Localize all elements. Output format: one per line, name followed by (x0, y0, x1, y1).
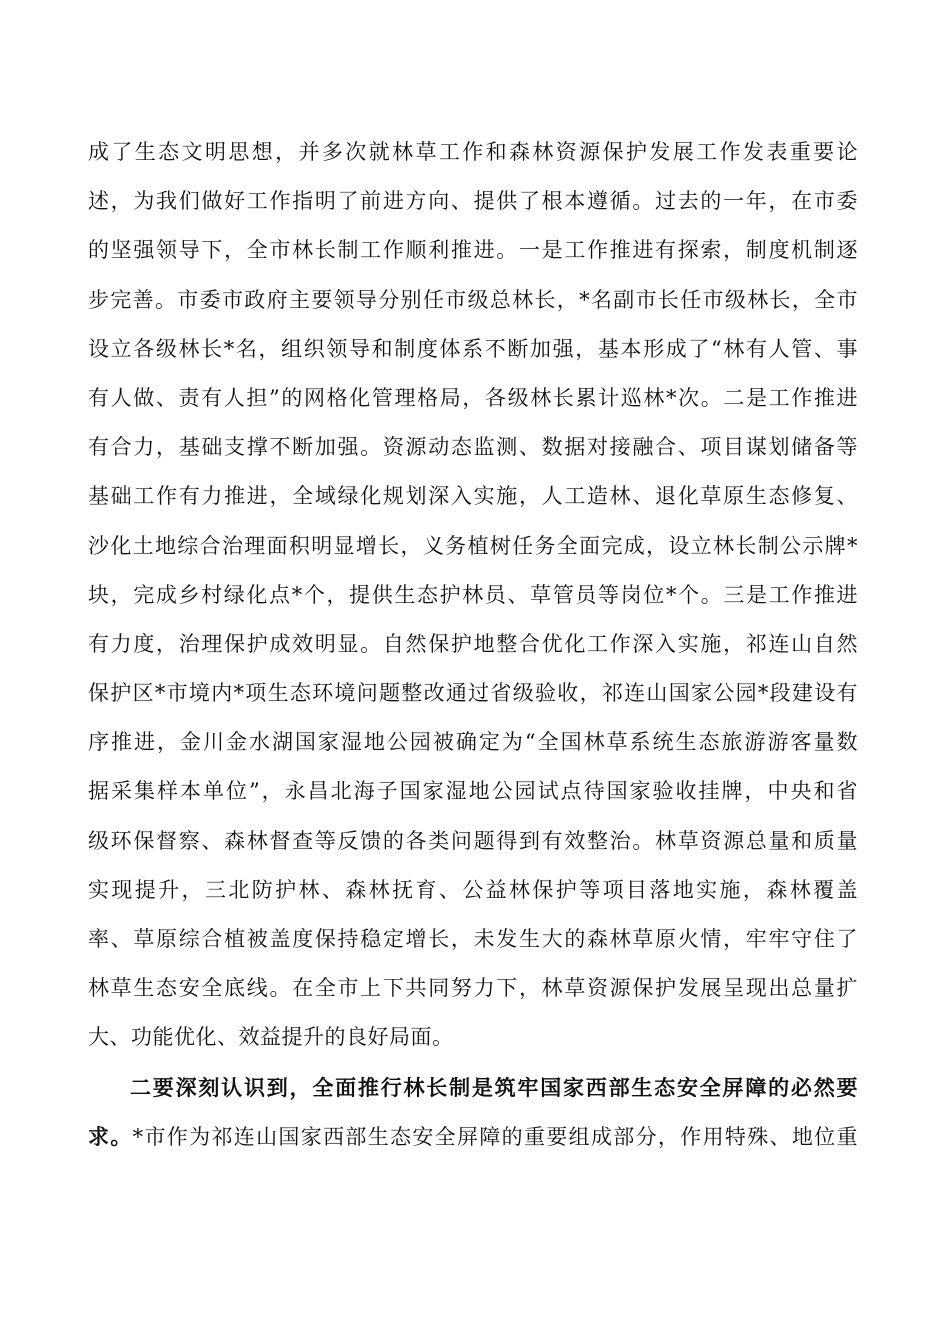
text-line: 步完善。市委市政府主要领导分别任市级总林长，*名副市长任市级林长，全市 (88, 287, 858, 312)
bold-heading-line: 二要深刻认识到，全面推行林长制是筑牢国家西部生态安全屏障的必然要 (130, 1074, 858, 1100)
paragraph-1 (88, 128, 858, 1063)
text-line: 大、功能优化、效益提升的良好局面。 (88, 1025, 454, 1050)
text-line: 据采集样本单位”，永昌北海子国家湿地公园试点待国家验收挂牌，中央和省 (88, 779, 858, 804)
text-line: 块，完成乡村绿化点*个，提供生态护林员、草管员等岗位*个。三是工作推进 (88, 582, 858, 607)
text-line: 设立各级林长*名，组织领导和制度体系不断加强，基本形成了“林有人管、事 (88, 336, 858, 361)
document-body (88, 128, 858, 1161)
text-line: 基础工作有力推进，全域绿化规划深入实施，人工造林、退化草原生态修复、 (88, 484, 858, 509)
text-line: 的坚强领导下，全市林长制工作顺利推进。一是工作推进有探索，制度机制逐 (88, 238, 858, 263)
text-line: 级环保督察、森林督查等反馈的各类问题得到有效整治。林草资源总量和质量 (88, 828, 858, 853)
text-line: 保护区*市境内*项生态环境问题整改通过省级验收，祁连山国家公园*段建设有 (88, 681, 858, 706)
paragraph-2 (88, 1063, 858, 1161)
text-line: 述，为我们做好工作指明了前进方向、提供了根本遵循。过去的一年，在市委 (88, 189, 858, 214)
text-line: 成了生态文明思想，并多次就林草工作和森林资源保护发展工作发表重要论 (88, 140, 858, 164)
text-line: 林草生态安全底线。在全市上下共同努力下，林草资源保护发展呈现出总量扩 (88, 976, 858, 1001)
bold-heading-continuation: 求。 (88, 1123, 133, 1149)
text-line: 有人做、责有人担”的网格化管理格局，各级林长累计巡林*次。二是工作推进 (88, 385, 858, 410)
text-line: 序推进，金川金水湖国家湿地公园被确定为“全国林草系统生态旅游游客量数 (88, 730, 858, 755)
text-line: 实现提升，三北防护林、森林抚育、公益林保护等项目落地实施，森林覆盖 (88, 877, 858, 902)
text-line: 有力度，治理保护成效明显。自然保护地整合优化工作深入实施，祁连山自然 (88, 631, 858, 656)
text-span: *市作为祁连山国家西部生态安全屏障的重要组成部分，作用特殊、地位重 (132, 1124, 859, 1149)
text-line: 沙化土地综合治理面积明显增长，义务植树任务全面完成，设立林长制公示牌* (88, 533, 858, 558)
text-line: 有合力，基础支撑不断加强。资源动态监测、数据对接融合、项目谋划储备等 (88, 435, 858, 460)
text-line (88, 1112, 858, 1161)
text-line: 率、草原综合植被盖度保持稳定增长，未发生大的森林草原火情，牢牢守住了 (88, 927, 858, 951)
